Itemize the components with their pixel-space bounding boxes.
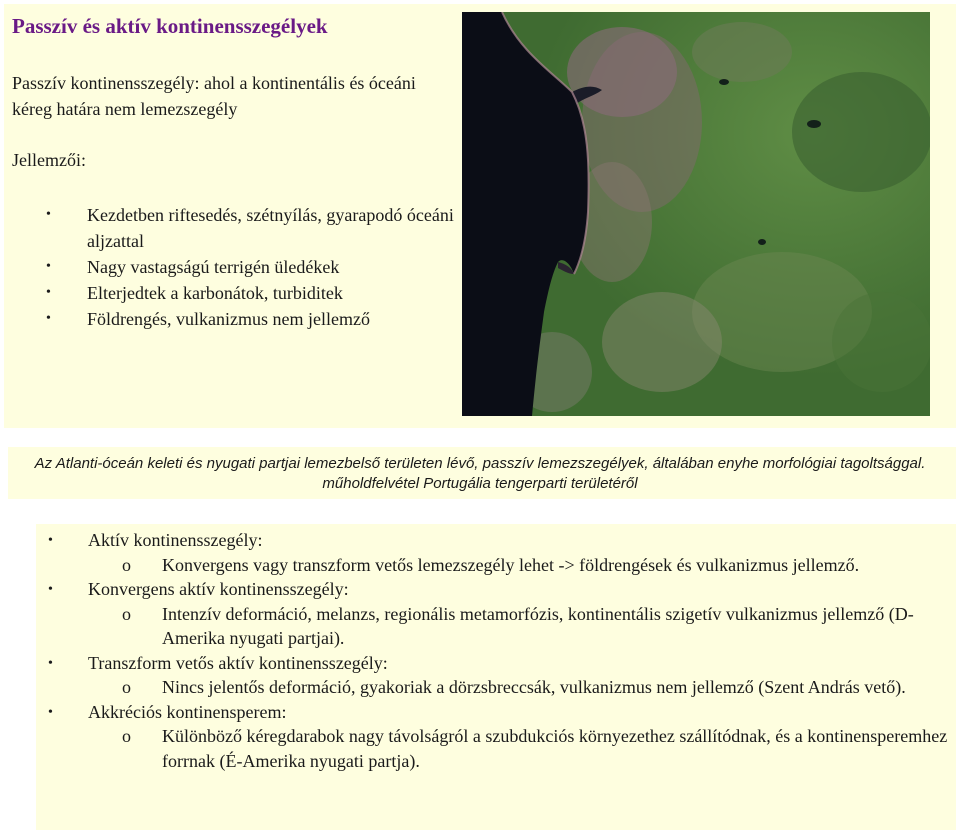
- intro-definition: Passzív kontinensszegély: ahol a kontinentális és óceáni kéreg határa nem lemezszegély: [12, 73, 416, 119]
- sub-list-item-text: Különböző kéregdarabok nagy távolságról a szubdukciós környezethez szállítódnak, és a kontinensperemhez forrnak (É-Amerika nyugati partja).: [162, 726, 948, 771]
- sub-list-item-text: Nincs jelentős deformáció, gyakoriak a dörzsbreccsák, vulkanizmus nem jellemző (Szent András vető).: [162, 677, 906, 697]
- satellite-image: [462, 12, 930, 416]
- sub-list-item-text: Konvergens vagy transzform vetős lemezszegély lehet -> földrengések és vulkanizmus jellemző.: [162, 554, 860, 575]
- list-item: [46, 280, 456, 306]
- list-item-label: Aktív kontinensszegély:: [88, 530, 263, 550]
- sub-list-item-text: Intenzív deformáció, melanzs, regionális metamorfózis, kontinentális szigetív vulkanizmus jellemző (D-Amerika nyugati partjai).: [162, 603, 914, 648]
- sub-list: [88, 602, 948, 651]
- list-item-label: Akkréciós kontinensperem:: [88, 701, 287, 722]
- sub-bullet-icon: o: [122, 554, 131, 575]
- bullet-icon: •: [48, 582, 53, 597]
- list-item-label: Konvergens aktív kontinensszegély:: [88, 579, 349, 599]
- page-title: Passzív és aktív kontinensszegélyek: [12, 14, 328, 38]
- bullet-icon: •: [48, 704, 53, 720]
- features-label: Jellemzői:: [12, 150, 86, 170]
- list-item-text: Nagy vastagságú terrigén üledékek: [87, 257, 340, 277]
- active-margins-list: [48, 528, 948, 773]
- list-item: [48, 651, 948, 700]
- sub-bullet-icon: o: [122, 726, 131, 746]
- bullet-icon: •: [48, 655, 53, 671]
- sub-bullet-icon: o: [122, 677, 131, 697]
- bullet-icon: •: [48, 533, 53, 548]
- list-item: [46, 254, 456, 280]
- sub-list: [88, 724, 948, 773]
- bullet-icon: •: [46, 207, 51, 222]
- list-item-label: Transzform vetős aktív kontinensszegély:: [88, 652, 388, 673]
- list-item-text: Földrengés, vulkanizmus nem jellemző: [87, 309, 370, 329]
- list-item-text: Elterjedtek a karbonátok, turbiditek: [87, 283, 343, 303]
- sub-list-item: [88, 675, 948, 700]
- list-item: [48, 528, 948, 577]
- bullet-icon: •: [46, 259, 51, 274]
- sub-list: [88, 553, 948, 578]
- list-item: [46, 306, 456, 332]
- bullet-icon: •: [46, 285, 51, 300]
- sub-bullet-icon: o: [122, 603, 131, 624]
- list-item: [48, 577, 948, 651]
- sub-list-item: [88, 724, 948, 773]
- sub-list: [88, 675, 948, 700]
- list-item: [46, 202, 456, 254]
- features-list: [46, 202, 456, 332]
- sub-list-item: [88, 553, 948, 578]
- sub-list-item: [88, 602, 948, 651]
- list-item-text: Kezdetben riftesedés, szétnyílás, gyarapodó óceáni aljzattal: [87, 205, 454, 251]
- image-caption: Az Atlanti-óceán keleti és nyugati partjai lemezbelső területen lévő, passzív lemezszegélyek, általában enyhe morfológiai tagoltsággal. műholdfelvétel Portugália tengerparti területéről: [34, 455, 926, 492]
- bullet-icon: •: [46, 311, 51, 326]
- list-item: [48, 700, 948, 774]
